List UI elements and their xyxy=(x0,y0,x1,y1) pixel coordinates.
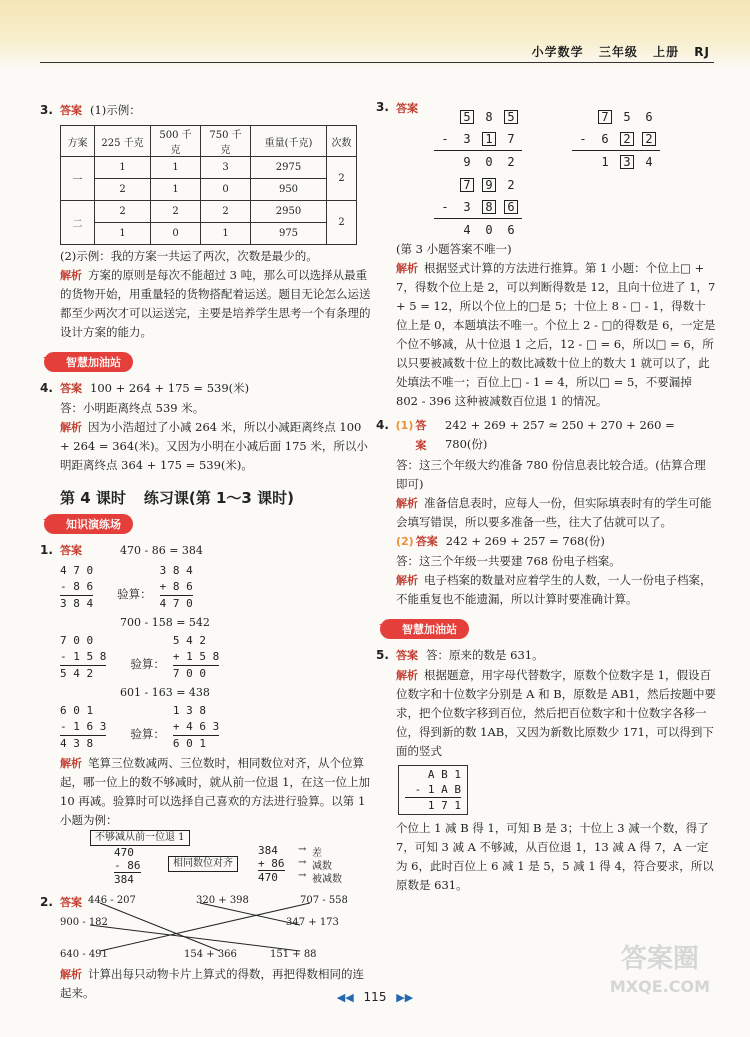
verify-label: 验算： xyxy=(117,587,152,601)
expr-card: 640 - 491 xyxy=(60,949,108,960)
digit: 9 xyxy=(463,154,471,169)
explain-label: 解析 xyxy=(60,757,82,770)
table-cell: 1 xyxy=(201,223,251,245)
runner-icon: ★ xyxy=(377,616,395,637)
table-cell: 1 xyxy=(95,223,151,245)
answer-equation: 242 + 269 + 257 = 768(份) xyxy=(445,534,605,548)
table-cell: 2 xyxy=(95,179,151,201)
explain-label: 解析 xyxy=(396,262,418,275)
explain-text: 根据竖式计算的方法进行推算。第 1 小题：个位上□ + 7，得数个位上是 2，可以判断得数是 12，且向十位进了 1，7 + 5 = 12，所以个位上的□是 5；十位上 8 - □ - 1，得数十位上是 0，本题填法不唯一。个位上 2 - □的得数是 6，一定是个位不够减，从十位退 1 之后，12 - □ = 6，所以□ = 6，所以只要被减数十位上的数比减数十位上的数大 1 就可以了，此处填法不唯一；百位上□ - 1 = 4，所以□ = 5，不要漏掉 802 - 396 这种被减数百位退 1 的情况。 xyxy=(396,261,716,408)
calc-line: + 86 xyxy=(258,857,285,870)
subpart-label: (1) xyxy=(395,419,414,432)
explanation xyxy=(376,666,716,761)
explain-label: 解析 xyxy=(396,574,418,587)
vertical-calc xyxy=(60,703,372,752)
operator: - xyxy=(441,200,449,214)
page-number: 115 xyxy=(363,990,387,1004)
question-number: 2. xyxy=(40,895,53,909)
calc-line: + 1 5 8 xyxy=(172,650,220,663)
table-cell: 3 xyxy=(201,157,251,179)
calc-line: - 1 5 8 xyxy=(60,650,107,663)
operator: - xyxy=(579,132,587,146)
answer-part-2: (2)示例：我的方案一共运了两次，次数是最少的。 xyxy=(60,249,318,263)
label-difference: 差 xyxy=(312,848,322,859)
left-question-1 xyxy=(40,540,372,892)
explain-label: 解析 xyxy=(60,421,82,434)
vertical-puzzles xyxy=(376,100,716,240)
table-cell: 2975 xyxy=(251,157,327,179)
filled-box: 9 xyxy=(482,178,496,192)
explain-text: 笔算三位数减两、三位数时，相同数位对齐，从个位算起，哪一位上的数不够减时，就从前一位退 1，在这一位上加 10 再减。验算时可以选择自己喜欢的方法进行验算。以第 1 小题为例： xyxy=(60,756,370,827)
table-cell: 2 xyxy=(95,201,151,223)
section-badge-wisdom xyxy=(377,616,469,639)
answer-label: 答案 xyxy=(396,649,418,662)
table-cell: 二 xyxy=(61,201,95,245)
right-column xyxy=(376,100,716,895)
watermark-line: 答案圈 xyxy=(620,944,699,974)
calc-equation: 700 - 158 = 542 xyxy=(120,616,210,629)
verify-label: 验算： xyxy=(130,657,165,671)
table-row xyxy=(61,223,357,245)
digit: 1 xyxy=(601,154,609,169)
table-cell: 1 xyxy=(95,157,151,179)
explanation-continued: 个位上 1 减 B 得 1，可知 B 是 3；十位上 3 减一个数，得了 7，可知 3 减 A 不够减，从百位退 1，13 减 A 得 7，A 一定为 6，此时百位上 6 减 1 是 5，5 减 1 得 4，符合要求，所以原数是 631。 xyxy=(396,821,714,892)
calc-line: + 4 6 3 xyxy=(172,720,220,733)
filled-box: 5 xyxy=(460,110,474,124)
expr-card: 320 + 398 xyxy=(196,895,249,906)
question-number: 1. xyxy=(40,543,53,557)
question-number: 4. xyxy=(376,418,389,432)
calc-block xyxy=(60,563,93,612)
table-cell: 975 xyxy=(251,223,327,245)
explain-label: 解析 xyxy=(396,669,418,682)
explain-text: 根据题意，用字母代替数字，原数个位数字是 1，假设百位数字和十位数字分别是 A 和 B，原数是 AB1，然后按题中要求，把个位数字移到百位，然后把百位数字和十位数字各移一位，得到新的数 1AB，又因为新数比原数少 171，可以得到下面的竖式 xyxy=(396,668,716,758)
question-number: 4. xyxy=(40,381,53,395)
digit: 6 xyxy=(507,222,515,237)
calc-result: 7 0 0 xyxy=(173,665,219,682)
left-question-3 xyxy=(40,100,372,342)
digit: 3 xyxy=(463,200,471,214)
explanation xyxy=(40,754,372,830)
watermark xyxy=(610,945,710,1001)
expr-card: 446 - 207 xyxy=(88,895,136,906)
digit: 3 xyxy=(463,132,471,146)
answer-equation: 100 + 264 + 175 = 539(米) xyxy=(90,381,250,395)
subject-label: 小学数学 xyxy=(531,45,584,59)
calc-line: A B 1 xyxy=(427,768,461,781)
edition-label: RJ xyxy=(694,45,710,59)
explain-text: 电子档案的数量对应着学生的人数，一人一份电子档案，不能重复也不能遗漏，所以计算时要准确计算。 xyxy=(396,573,712,606)
answer-intro: (1)示例： xyxy=(90,103,141,117)
digit: 4 xyxy=(645,154,653,169)
answer-label: 答案 xyxy=(60,382,82,395)
answer-sentence: 答：原来的数是 631。 xyxy=(426,648,544,662)
calc-line: - 1 6 3 xyxy=(60,720,107,733)
calc-result: 5 4 2 xyxy=(60,665,106,682)
subpart-label: (2) xyxy=(396,535,414,548)
digit: 4 xyxy=(463,222,471,237)
annotated-calc-diagram xyxy=(90,830,372,892)
answer-label: 答案 xyxy=(60,544,82,557)
filled-box: 8 xyxy=(482,200,496,214)
calc-result: 6 0 1 xyxy=(173,735,219,752)
expr-card: 707 - 558 xyxy=(300,895,348,906)
table-row xyxy=(61,179,357,201)
calc-block xyxy=(60,633,106,682)
calc-line: 7 0 0 xyxy=(60,634,94,647)
section-badge-practice xyxy=(41,511,133,534)
calc-equation: 470 - 86 = 384 xyxy=(120,544,203,557)
puzzle-2 xyxy=(434,174,522,240)
table-header: 次数 xyxy=(327,126,357,157)
expr-card: 347 + 173 xyxy=(286,917,339,928)
explain-text: 方案的原则是每次不能超过 3 吨，那么可以选择从最重的货物开始，用重量轻的货物搭配着运送。题目无论怎么运送都至少两次才可以运送完，主要是培养学生思考一个有条理的设计方案的能力。 xyxy=(60,268,371,339)
table-header: 重量(千克) xyxy=(251,126,327,157)
operator: - xyxy=(441,132,449,146)
next-page-icon[interactable]: ▶▶ xyxy=(396,991,414,1004)
answer-sentence: 答：这三个年级大约准备 780 份信息表比较合适。(估算合理即可) xyxy=(396,458,706,491)
filled-box: 1 xyxy=(482,132,496,146)
table-header-row xyxy=(61,126,357,157)
right-question-5 xyxy=(376,645,716,895)
calc-result: 3 8 4 xyxy=(60,597,94,610)
digit: 2 xyxy=(507,178,515,192)
calc-line: - 86 xyxy=(114,859,141,872)
explain-label: 解析 xyxy=(60,269,82,282)
answer-label: 答案 xyxy=(415,535,438,548)
lesson-title xyxy=(60,487,372,508)
answer-equation: 242 + 269 + 257 ≈ 250 + 270 + 260 = 780(份) xyxy=(444,418,675,451)
volume-label: 上册 xyxy=(653,45,680,59)
calc-line: 470 xyxy=(114,846,134,859)
letter-calc-box xyxy=(398,765,468,815)
answer-note: (第 3 小题答案不唯一) xyxy=(396,242,512,256)
digit: 6 xyxy=(645,110,653,124)
explain-label: 解析 xyxy=(396,497,418,510)
diagram-calc xyxy=(114,846,141,886)
label-minuend: 被减数 xyxy=(312,874,342,885)
filled-box: 6 xyxy=(504,200,518,214)
explain-label: 解析 xyxy=(60,968,82,981)
verify-label: 验算： xyxy=(130,727,165,741)
verify-block xyxy=(173,633,219,682)
table-cell: 2 xyxy=(151,201,201,223)
filled-box: 3 xyxy=(620,155,634,169)
digit: 7 xyxy=(507,132,515,146)
explanation xyxy=(40,418,372,475)
left-column xyxy=(40,100,372,1003)
expr-card: 154 + 366 xyxy=(184,949,237,960)
lesson-number: 第 4 课时 xyxy=(60,489,126,507)
badge-label: 知识演练场 xyxy=(66,518,121,531)
filled-box: 2 xyxy=(642,132,656,146)
calc-equation: 601 - 163 = 438 xyxy=(120,686,210,699)
calc-result: 4 3 8 xyxy=(60,735,106,752)
grade-label: 三年级 xyxy=(598,45,638,59)
table-cell: 1 xyxy=(151,157,201,179)
table-header: 方案 xyxy=(61,126,95,157)
left-question-4 xyxy=(40,378,372,475)
answer-sentence: 答：小明距离终点 539 米。 xyxy=(60,401,205,415)
section-badge-wisdom xyxy=(41,349,133,372)
verify-block xyxy=(173,703,219,752)
calc-result: 470 xyxy=(258,870,285,884)
calc-line: 5 4 2 xyxy=(172,634,206,647)
note-align: 相同数位对齐 xyxy=(168,856,238,872)
note-borrow: 不够减从前一位退 1 xyxy=(90,830,190,846)
digit: 2 xyxy=(507,154,515,169)
expr-card: 900 - 182 xyxy=(60,917,108,928)
table-cell: 一 xyxy=(61,157,95,201)
digit: 0 xyxy=(485,222,493,237)
calc-line: 1 3 8 xyxy=(172,704,206,717)
table-cell: 0 xyxy=(201,179,251,201)
arrow-icon: → xyxy=(298,870,307,881)
table-cell: 1 xyxy=(151,179,201,201)
calc-line: + 8 6 xyxy=(159,580,193,593)
explanation xyxy=(40,266,372,342)
calc-result: 4 7 0 xyxy=(159,597,193,610)
vertical-calc xyxy=(60,633,372,682)
answer-label: 答案 xyxy=(396,102,418,115)
calc-line: - 8 6 xyxy=(60,580,94,593)
calc-line: 3 8 4 xyxy=(159,564,193,577)
explain-text: 因为小浩超过了小减 264 米，所以小减距离终点 100 + 264 = 364(米)。又因为小明在小减后面 175 米，所以小明距离终点 364 + 175 = 539(米)。 xyxy=(60,420,368,472)
table-row xyxy=(61,157,357,179)
right-question-4 xyxy=(376,415,716,609)
calc-line: 384 xyxy=(258,844,278,857)
filled-box: 7 xyxy=(460,178,474,192)
filled-box: 5 xyxy=(504,110,518,124)
digit: 6 xyxy=(601,132,609,146)
table-cell: 2 xyxy=(327,201,357,245)
answer-label: 答案 xyxy=(415,419,427,452)
watermark-line: MXQE.COM xyxy=(609,977,710,996)
table-header: 750 千克 xyxy=(201,126,251,157)
question-number: 3. xyxy=(40,103,53,117)
prev-page-icon[interactable]: ◀◀ xyxy=(336,991,354,1004)
book-title xyxy=(522,43,710,60)
table-cell: 2 xyxy=(201,201,251,223)
header-divider xyxy=(40,62,714,63)
table-cell: 2 xyxy=(327,157,357,201)
table-cell: 950 xyxy=(251,179,327,201)
puzzle-3 xyxy=(572,106,660,172)
vertical-calc xyxy=(60,563,372,612)
calc-line: - 1 A B xyxy=(414,783,461,796)
digit: 5 xyxy=(623,110,631,124)
left-question-2 xyxy=(40,892,372,1003)
label-subtrahend: 减数 xyxy=(312,861,332,872)
calc-result: 1 7 1 xyxy=(405,797,461,813)
question-number: 3. xyxy=(376,100,389,114)
badge-label: 智慧加油站 xyxy=(402,623,457,636)
filled-box: 7 xyxy=(598,110,612,124)
table-header: 500 千克 xyxy=(151,126,201,157)
calc-result: 384 xyxy=(114,872,141,886)
lesson-subtitle: 练习课(第 1～3 课时) xyxy=(143,489,294,507)
runner-icon: ★ xyxy=(41,349,59,370)
matching-diagram xyxy=(60,893,372,963)
badge-label: 智慧加油站 xyxy=(66,356,121,369)
table-row xyxy=(61,201,357,223)
table-cell: 2950 xyxy=(251,201,327,223)
calc-line: 4 7 0 xyxy=(60,564,94,577)
arrow-icon: → xyxy=(298,857,307,868)
plan-table xyxy=(60,125,357,245)
right-question-3 xyxy=(376,100,716,411)
filled-box: 2 xyxy=(620,132,634,146)
explanation xyxy=(376,571,716,609)
calc-block xyxy=(60,703,106,752)
table-cell: 0 xyxy=(151,223,201,245)
calc-line: 6 0 1 xyxy=(60,704,94,717)
puzzle-1 xyxy=(434,106,522,172)
digit: 0 xyxy=(485,154,493,169)
verify-block xyxy=(160,563,193,612)
explain-text: 计算出每只动物卡片上算式的得数，再把得数相同的连起来。 xyxy=(60,967,364,1000)
explain-text: 准备信息表时，应每人一份，但实际填表时有的学生可能会填写错误，所以要多准备一些，往大了估就可以了。 xyxy=(396,496,712,529)
diagram-verify xyxy=(258,844,285,884)
answer-label: 答案 xyxy=(60,104,82,117)
runner-icon: ★ xyxy=(41,511,59,532)
digit: 8 xyxy=(485,110,493,124)
arrow-icon: → xyxy=(298,844,307,855)
table-header: 225 千克 xyxy=(95,126,151,157)
expr-card: 151 + 88 xyxy=(270,949,317,960)
question-number: 5. xyxy=(376,648,389,662)
answer-label: 答案 xyxy=(60,896,82,909)
answer-sentence: 答：这三个年级一共要建 768 份电子档案。 xyxy=(396,554,621,568)
explanation xyxy=(376,494,716,532)
explanation xyxy=(376,259,716,411)
